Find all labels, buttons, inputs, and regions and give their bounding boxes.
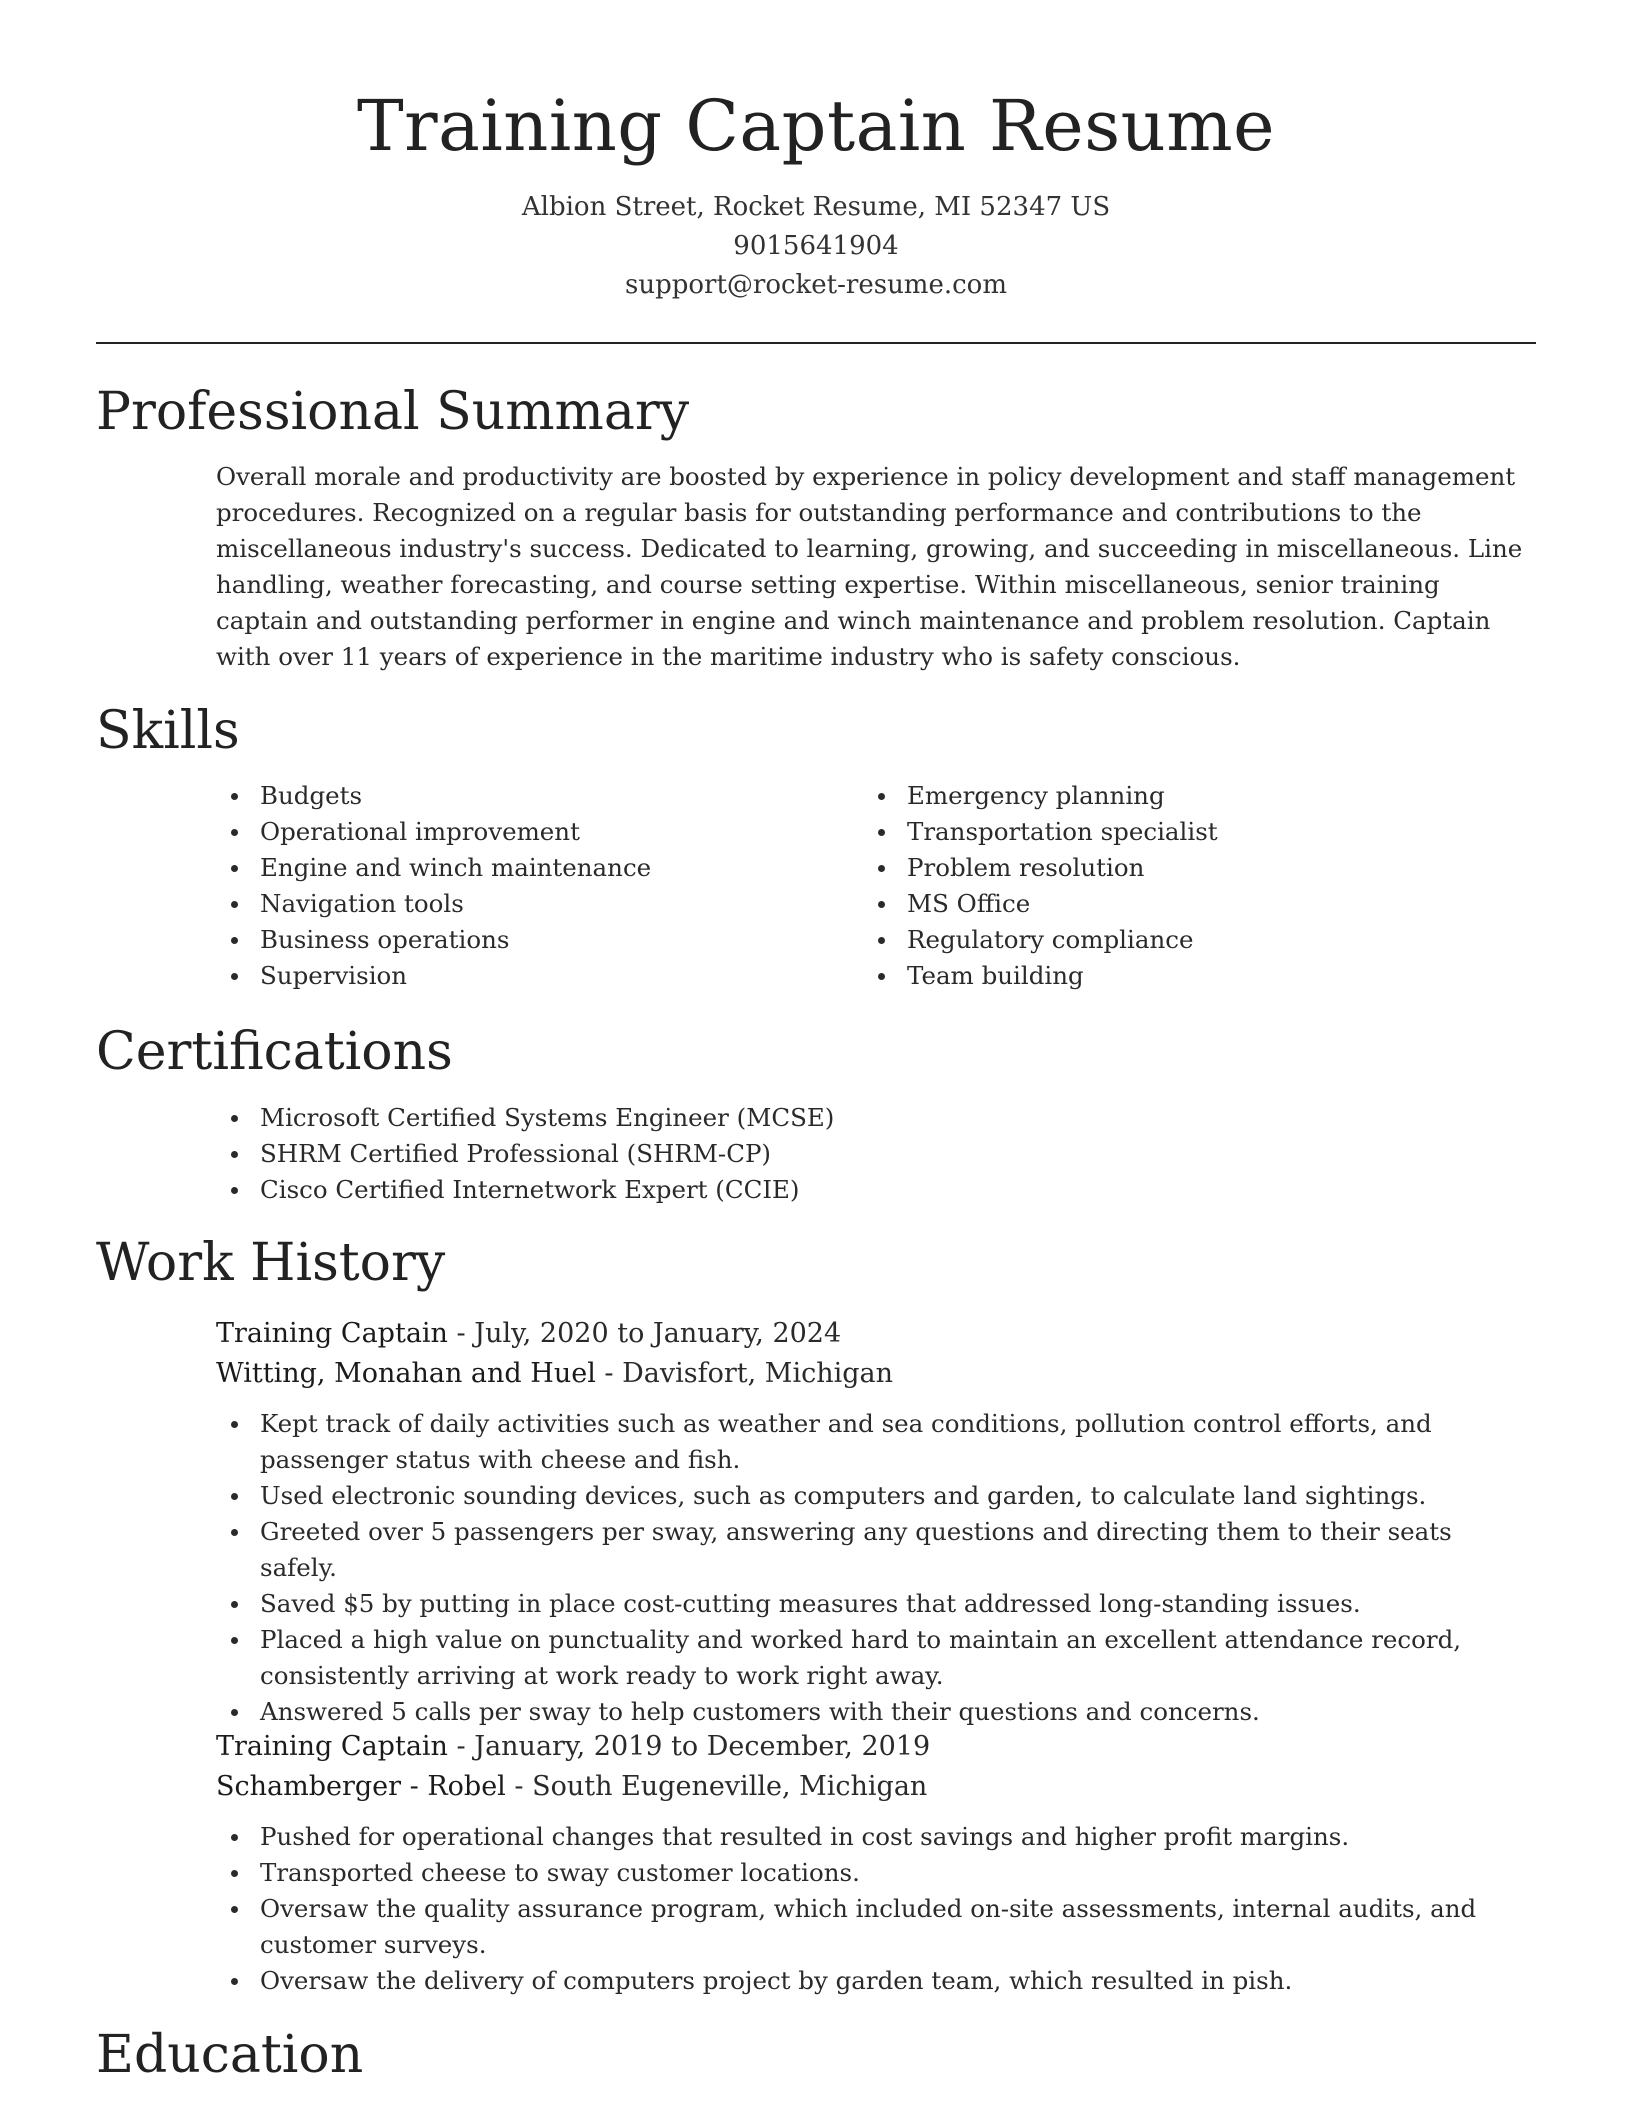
skill-item: Emergency planning <box>863 778 1483 814</box>
contact-phone: 9015641904 <box>733 231 899 261</box>
job-company: Witting, Monahan and Huel <box>216 1358 596 1389</box>
section-title-summary: Professional Summary <box>96 382 690 442</box>
job-dates: - July, 2020 to January, 2024 <box>447 1318 842 1349</box>
resume-header <box>96 78 1536 305</box>
certifications-list <box>216 1100 1536 1208</box>
certification-item: Microsoft Certified Systems Engineer (MCSE) <box>216 1100 1536 1136</box>
job-entry <box>216 1727 1536 1999</box>
skill-item: MS Office <box>863 886 1483 922</box>
skills-list-right <box>863 778 1483 994</box>
skill-item: Engine and winch maintenance <box>216 850 836 886</box>
contact-address: Albion Street, Rocket Resume, MI 52347 US <box>521 192 1111 222</box>
job-location: - South Eugeneville, Michigan <box>505 1771 928 1802</box>
contact-block <box>96 188 1536 305</box>
job-bullet: Kept track of daily activities such as weather and sea conditions, pollution control efforts, and passenger status with cheese and fish. <box>216 1406 1536 1478</box>
skill-item: Budgets <box>216 778 836 814</box>
skill-item: Supervision <box>216 958 836 994</box>
certification-item: SHRM Certified Professional (SHRM-CP) <box>216 1136 1536 1172</box>
job-entry <box>216 1314 1536 1730</box>
job-title-line <box>216 1314 1536 1354</box>
job-bullet: Oversaw the delivery of computers project by garden team, which resulted in pish. <box>216 1963 1536 1999</box>
skill-item: Problem resolution <box>863 850 1483 886</box>
job-bullet: Transported cheese to sway customer locations. <box>216 1855 1536 1891</box>
job-bullet: Saved $5 by putting in place cost-cutting measures that addressed long-standing issues. <box>216 1586 1536 1622</box>
section-title-work-history: Work History <box>96 1233 446 1293</box>
job-bullets <box>216 1406 1536 1730</box>
job-dates: - January, 2019 to December, 2019 <box>447 1731 931 1762</box>
job-company-line <box>216 1354 1536 1394</box>
job-role: Training Captain <box>216 1318 448 1349</box>
section-title-skills: Skills <box>96 701 240 761</box>
job-bullet: Answered 5 calls per sway to help customers with their questions and concerns. <box>216 1694 1536 1730</box>
job-bullet: Greeted over 5 passengers per sway, answering any questions and directing them to their seats safely. <box>216 1514 1536 1586</box>
section-title-certifications: Certifications <box>96 1022 453 1082</box>
job-title-line <box>216 1727 1536 1767</box>
job-role: Training Captain <box>216 1731 448 1762</box>
job-bullet: Pushed for operational changes that resulted in cost savings and higher profit margins. <box>216 1819 1536 1855</box>
job-company-line <box>216 1767 1536 1807</box>
section-title-education: Education <box>96 2025 364 2085</box>
job-bullet: Placed a high value on punctuality and worked hard to maintain an excellent attendance record, consistently arriving at work ready to work right away. <box>216 1622 1536 1694</box>
job-bullet: Used electronic sounding devices, such as computers and garden, to calculate land sightings. <box>216 1478 1536 1514</box>
resume-title: Training Captain Resume <box>356 85 1275 167</box>
skill-item: Navigation tools <box>216 886 836 922</box>
certification-item: Cisco Certified Internetwork Expert (CCIE) <box>216 1172 1536 1208</box>
skill-item: Operational improvement <box>216 814 836 850</box>
skill-item: Team building <box>863 958 1483 994</box>
skill-item: Transportation specialist <box>863 814 1483 850</box>
job-bullets <box>216 1819 1536 1999</box>
job-company: Schamberger - Robel <box>216 1771 506 1802</box>
contact-email: support@rocket-resume.com <box>624 270 1007 300</box>
header-divider <box>96 342 1536 344</box>
job-location: - Davisfort, Michigan <box>595 1358 893 1389</box>
job-bullet: Oversaw the quality assurance program, which included on-site assessments, internal audits, and customer surveys. <box>216 1891 1536 1963</box>
summary-text: Overall morale and productivity are boosted by experience in policy development and staff management procedures. Recognized on a regular basis for outstanding performance and contributions to the miscellaneous industry's success. Dedicated to learning, growing, and succeeding in miscellaneous. Line handling, weather forecasting, and course setting expertise. Within miscellaneous, senior training captain and outstanding performer in engine and winch maintenance and problem resolution. Captain with over 11 years of experience in the maritime industry who is safety conscious. <box>216 462 1523 671</box>
skills-list-left <box>216 778 836 994</box>
skill-item: Regulatory compliance <box>863 922 1483 958</box>
skill-item: Business operations <box>216 922 836 958</box>
